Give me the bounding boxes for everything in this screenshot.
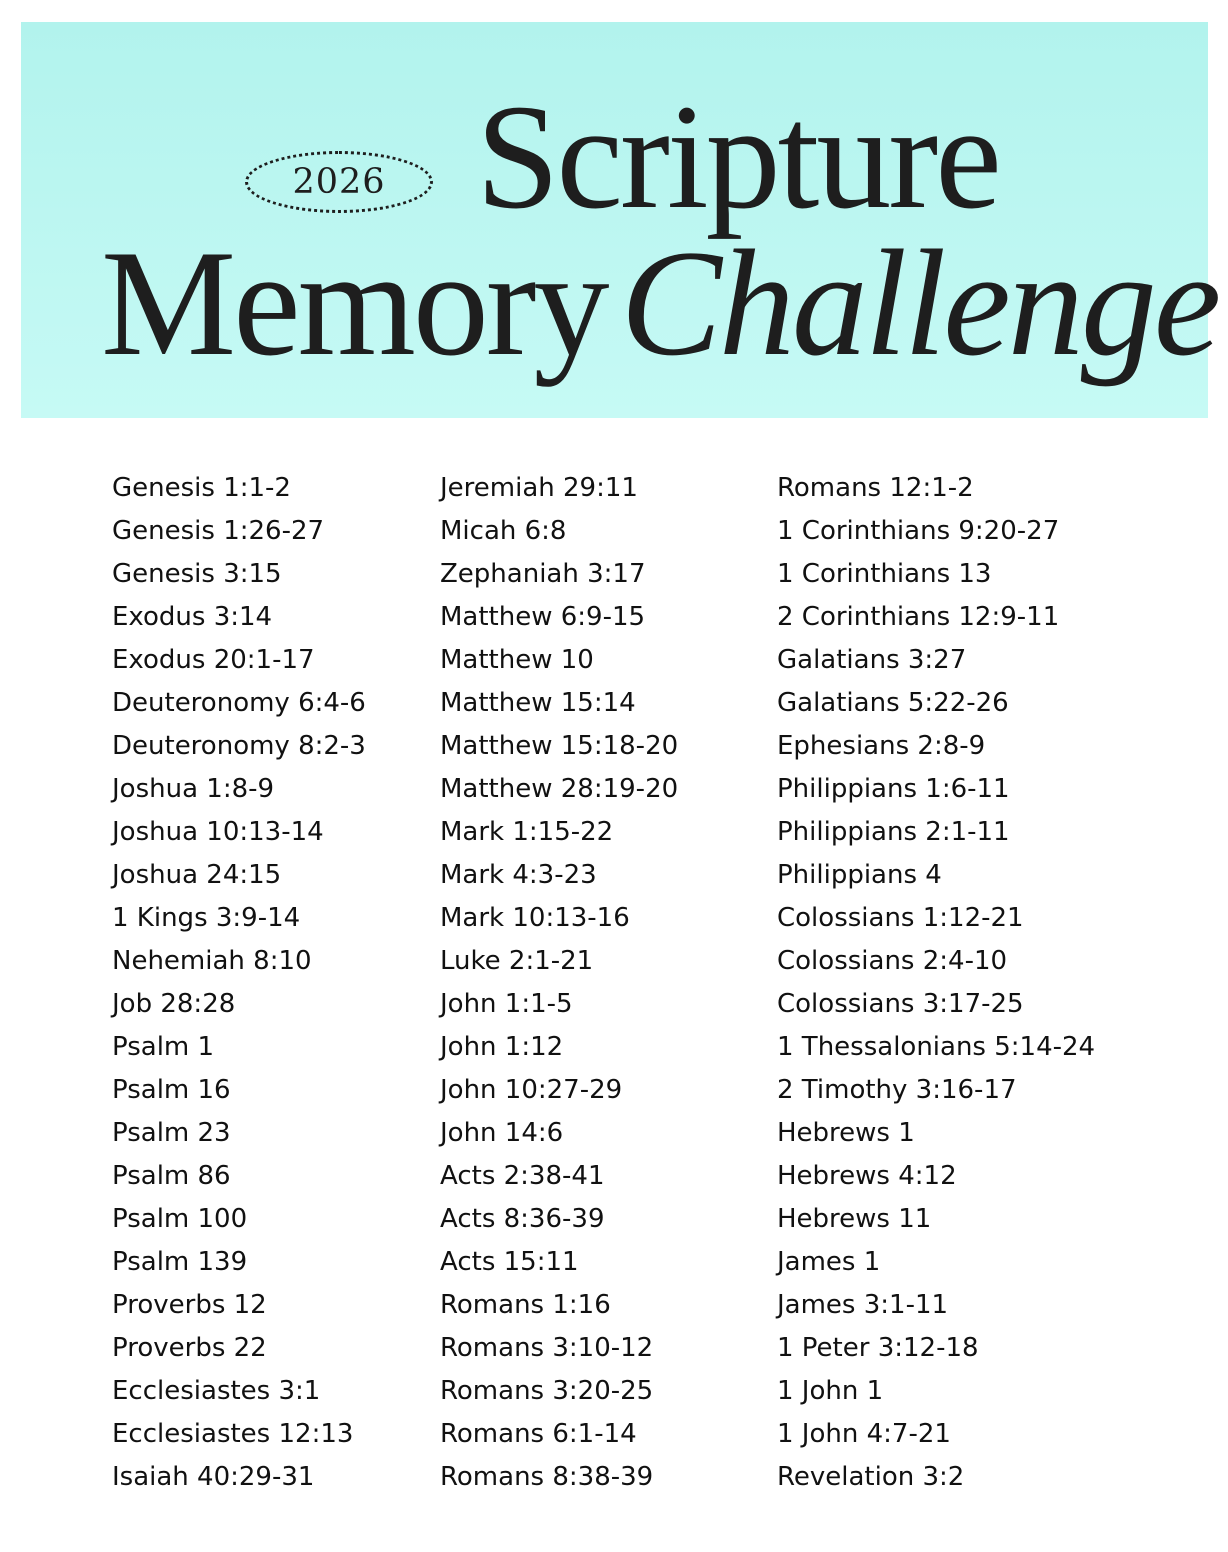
verse-reference: 1 John 4:7-21 xyxy=(777,1419,951,1449)
verse-reference: Matthew 15:14 xyxy=(440,688,636,718)
verse-reference: Acts 2:38-41 xyxy=(440,1161,605,1191)
verse-reference: 1 Corinthians 13 xyxy=(777,559,992,589)
verse-reference: Matthew 15:18-20 xyxy=(440,731,679,761)
verse-reference: Joshua 10:13-14 xyxy=(112,817,324,847)
verse-reference: John 10:27-29 xyxy=(440,1075,623,1105)
verse-reference: Matthew 10 xyxy=(440,645,594,675)
verse-reference: Romans 3:10-12 xyxy=(440,1333,654,1363)
verse-reference: Psalm 86 xyxy=(112,1161,231,1191)
verse-reference: Hebrews 1 xyxy=(777,1118,915,1148)
verse-reference: 2 Timothy 3:16-17 xyxy=(777,1075,1017,1105)
verse-reference: Deuteronomy 8:2-3 xyxy=(112,731,366,761)
verse-reference: Mark 4:3-23 xyxy=(440,860,597,890)
verse-reference: John 14:6 xyxy=(440,1118,564,1148)
verse-reference: Nehemiah 8:10 xyxy=(112,946,312,976)
verse-reference: Micah 6:8 xyxy=(440,516,567,546)
verse-reference: Acts 8:36-39 xyxy=(440,1204,605,1234)
verse-reference: Exodus 3:14 xyxy=(112,602,273,632)
verse-reference: Joshua 1:8-9 xyxy=(112,774,275,804)
verse-reference: 1 Thessalonians 5:14-24 xyxy=(777,1032,1096,1062)
verse-reference: Acts 15:11 xyxy=(440,1247,579,1277)
title-scripture: Scripture xyxy=(476,74,999,240)
verse-reference: 1 Corinthians 9:20-27 xyxy=(777,516,1060,546)
verse-reference: Ephesians 2:8-9 xyxy=(777,731,986,761)
verse-column-3 xyxy=(777,467,1095,1499)
verse-reference: Galatians 5:22-26 xyxy=(777,688,1009,718)
verse-reference: 1 Peter 3:12-18 xyxy=(777,1333,979,1363)
header-banner xyxy=(21,22,1219,418)
verse-reference: Jeremiah 29:11 xyxy=(440,473,638,503)
verse-reference: Romans 12:1-2 xyxy=(777,473,974,503)
verse-reference: Colossians 3:17-25 xyxy=(777,989,1024,1019)
verse-reference: Romans 6:1-14 xyxy=(440,1419,637,1449)
verse-column-2 xyxy=(440,467,678,1499)
verse-reference: Psalm 23 xyxy=(112,1118,231,1148)
verse-reference: Ecclesiastes 3:1 xyxy=(112,1376,321,1406)
verse-reference: Mark 10:13-16 xyxy=(440,903,630,933)
verse-reference: Philippians 1:6-11 xyxy=(777,774,1010,804)
verse-reference: Galatians 3:27 xyxy=(777,645,967,675)
verse-column-1 xyxy=(112,467,366,1499)
verse-reference: Psalm 139 xyxy=(112,1247,248,1277)
verse-reference: Genesis 1:1-2 xyxy=(112,473,291,503)
verse-reference: Matthew 6:9-15 xyxy=(440,602,646,632)
title-challenge: Challenge xyxy=(620,219,1219,387)
verse-reference: Genesis 3:15 xyxy=(112,559,282,589)
verse-reference: 1 Kings 3:9-14 xyxy=(112,903,301,933)
title-memory: Memory xyxy=(101,219,607,387)
verse-reference: Hebrews 11 xyxy=(777,1204,932,1234)
verse-reference: Matthew 28:19-20 xyxy=(440,774,679,804)
title-line-2 xyxy=(101,219,1219,387)
verse-reference: Psalm 1 xyxy=(112,1032,215,1062)
verse-reference: John 1:1-5 xyxy=(440,989,573,1019)
verse-reference: Isaiah 40:29-31 xyxy=(112,1462,315,1492)
verse-reference: Mark 1:15-22 xyxy=(440,817,614,847)
verse-reference: Proverbs 12 xyxy=(112,1290,267,1320)
verse-reference: Ecclesiastes 12:13 xyxy=(112,1419,354,1449)
verse-reference: Colossians 1:12-21 xyxy=(777,903,1024,933)
verse-reference: Deuteronomy 6:4-6 xyxy=(112,688,366,718)
verse-reference: Romans 1:16 xyxy=(440,1290,611,1320)
verse-reference: 2 Corinthians 12:9-11 xyxy=(777,602,1060,632)
verse-reference: Psalm 16 xyxy=(112,1075,231,1105)
verse-reference: John 1:12 xyxy=(440,1032,564,1062)
verse-reference: Romans 3:20-25 xyxy=(440,1376,654,1406)
verse-reference: Job 28:28 xyxy=(112,989,236,1019)
verse-reference: Exodus 20:1-17 xyxy=(112,645,315,675)
verse-reference: Romans 8:38-39 xyxy=(440,1462,654,1492)
verse-reference: Colossians 2:4-10 xyxy=(777,946,1008,976)
verse-reference: Proverbs 22 xyxy=(112,1333,267,1363)
verse-reference: Luke 2:1-21 xyxy=(440,946,594,976)
verse-reference: Psalm 100 xyxy=(112,1204,248,1234)
verse-reference: James 3:1-11 xyxy=(777,1290,949,1320)
verse-reference: James 1 xyxy=(777,1247,881,1277)
verse-reference: Zephaniah 3:17 xyxy=(440,559,646,589)
verse-reference: Joshua 24:15 xyxy=(112,860,282,890)
verse-reference: 1 John 1 xyxy=(777,1376,884,1406)
verse-reference: Genesis 1:26-27 xyxy=(112,516,325,546)
verse-reference: Hebrews 4:12 xyxy=(777,1161,957,1191)
verse-reference: Revelation 3:2 xyxy=(777,1462,965,1492)
verse-reference: Philippians 2:1-11 xyxy=(777,817,1010,847)
verse-reference: Philippians 4 xyxy=(777,860,942,890)
year-badge: 2026 xyxy=(245,151,433,213)
